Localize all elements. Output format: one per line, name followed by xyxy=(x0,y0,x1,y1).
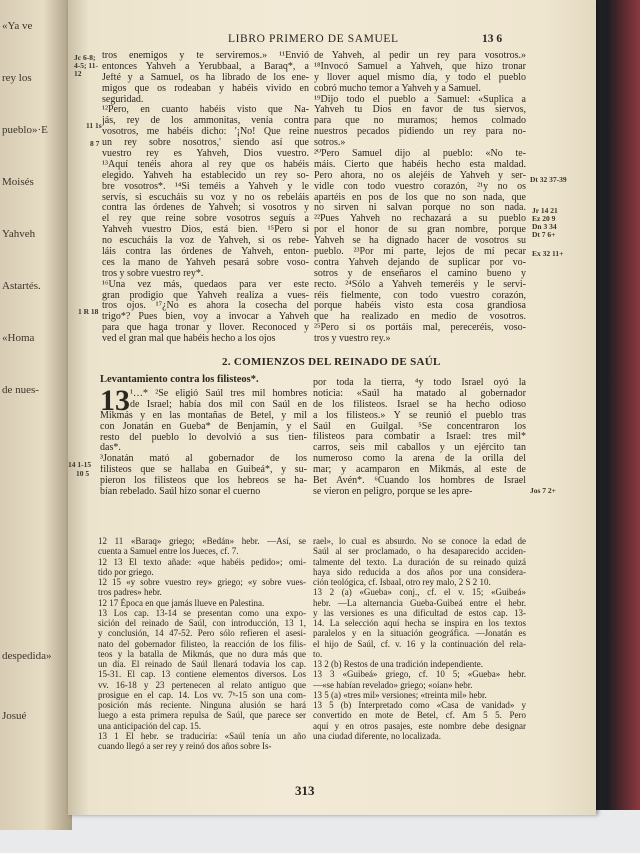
footnotes-right xyxy=(313,536,526,741)
text-line: con Jonatán en Gueba* de Benjamín, y el xyxy=(100,421,307,432)
margin-ref: 10 5 xyxy=(76,469,90,478)
text-line: to. xyxy=(313,648,323,659)
text-line: Yahveh vuestro Dios, está bien. ¹⁵Pero si xyxy=(102,225,309,236)
text-line: sotros.» xyxy=(314,138,346,149)
text-line: una anticipación del cap. 15. xyxy=(98,720,201,731)
text-line: 12 17 Época en que jamás llueve en Palestina. xyxy=(98,597,265,608)
text-line: vuestro rey es Yahveh, Dios vuestro. xyxy=(102,149,309,160)
text-line: ²⁵Pero si os portáis mal, pereceréis, voso- xyxy=(314,323,526,334)
text-line: seguridad. xyxy=(102,94,144,105)
text-line: y llover aquel mismo día, y todo el pueblo xyxy=(314,72,526,83)
left-page-fragment: Josué xyxy=(2,710,27,722)
text-line: haya sido reducida a dos años por una considera- xyxy=(313,566,526,577)
text-line: filisteos que se hallaba en Guibeá*, y su- xyxy=(100,465,307,476)
text-line: Jefté y a Samuel, os ha librado de los ene- xyxy=(102,72,309,83)
text-line: el hijo de Saúl, cf. v. 16 y la continuación del rela- xyxy=(313,638,526,649)
text-line: noticia: «Saúl ha matado al gobernador xyxy=(313,388,526,399)
text-line: elegido. Yahveh ha establecido un rey so- xyxy=(102,170,309,181)
text-line: —«se habían revelado» griego; «oían» hebr. xyxy=(313,679,473,690)
text-line: 12 15 «y sobre vuestro rey» griego; «y sobre vues- xyxy=(98,577,306,587)
text-line: ²⁰Pero Samuel dijo al pueblo: «No te- xyxy=(314,149,526,160)
text-line: 13 5 (b) Interpretado como «Casa de vanidad» y xyxy=(313,700,526,710)
text-line: Saúl al ser proclamado, o ha desaparecido acciden- xyxy=(313,546,526,557)
text-line: una ciudad diferente, no localizada. xyxy=(313,730,441,741)
text-line: cobró mucho temor a Yahveh y a Samuel. xyxy=(314,83,481,94)
text-line: 12 11 «Baraq» griego; «Bedán» hebr. —Así, se xyxy=(98,536,306,546)
left-page-fragment: pueblo»·E xyxy=(2,124,48,136)
running-head: LIBRO PRIMERO DE SAMUEL xyxy=(228,33,399,45)
text-line: hebr. —La alternancia Gueba-Guibeá entre el hebr. xyxy=(313,597,526,608)
text-line: el rey que reine sobre vosotros seguís a xyxy=(102,214,309,225)
page-number: 313 xyxy=(295,783,315,798)
left-page-fragment: «Ya ve xyxy=(2,20,33,32)
margin-ref: Jc 6-8; 4-5; 11-12 xyxy=(74,53,98,78)
margin-ref: Ex 32 11+ xyxy=(532,249,564,258)
text-line: 14. La selección aquí hecha se inspira en los textos xyxy=(313,618,526,628)
text-line: vosotros, me habéis dicho: '¡No! Que reine xyxy=(102,127,309,138)
text-column-1 xyxy=(102,51,309,345)
left-page-fragment: Moisés xyxy=(2,176,34,188)
text-line: ¹⁸Invocó Samuel a Yahveh, que hizo tronar xyxy=(314,61,526,72)
text-line: jás, rey de los ammonitas, venía contra xyxy=(102,116,309,127)
text-line: Yahveh tu Dios en favor de tus siervos, xyxy=(314,105,526,116)
margin-ref: 14 1-15 xyxy=(68,460,92,469)
text-line: carros, seis mil caballos y un ejército tan xyxy=(313,443,526,454)
text-line: 13 Los cap. 13-14 se presentan como una expo- xyxy=(98,607,306,618)
text-column-3 xyxy=(100,384,307,498)
text-line: de los filisteos. Israel se ha hecho odioso xyxy=(313,399,526,410)
margin-ref: Dn 3 34 xyxy=(532,222,557,231)
text-line: tido por griego. xyxy=(98,566,154,577)
text-line: teos y la batalla de Mikmás, que no dura más que xyxy=(98,648,306,659)
text-line: para que haga tronar y llover. Reconoced y xyxy=(102,323,309,334)
text-line: y las versiones es una dificultad de estos cap. 13- xyxy=(313,607,526,618)
text-line: que ha realizado en medio de vosotros. xyxy=(314,312,526,323)
text-line: mar; y acamparon en Mikmás, al este de xyxy=(313,465,526,476)
text-line: 13 2 (a) «Gueba» conj., cf. el v. 15; «Guibeá» xyxy=(313,587,526,598)
text-line: migos que os rodeaban y habéis vivido en xyxy=(102,83,309,94)
text-line: nuestros pecados pidiendo un rey para no- xyxy=(314,127,526,138)
text-line: aquí y en otros pasajes, este nombre debe designar xyxy=(313,720,526,731)
text-column-2 xyxy=(314,51,526,345)
text-line: entonces Yahveh a Yerubbaal, a Baraq*, a xyxy=(102,61,309,72)
text-line: se vieron en peligro, porque se les apre- xyxy=(313,486,473,497)
text-line: 15-31. El cap. 13 contiene elementos diversos. Los xyxy=(98,669,306,680)
text-line: ved el gran mal que habéis hecho a los ojos xyxy=(102,334,276,345)
text-line: pueblo. ²³Por mi parte, lejos de mí pecar xyxy=(314,247,526,258)
left-page-fragment: «Homa xyxy=(2,332,35,344)
text-line: das*. xyxy=(100,443,121,454)
text-line: recto. ²⁴Sólo a Yahveh temeréis y le servi- xyxy=(314,279,526,290)
chapter-dropcap: 13 xyxy=(100,384,130,417)
text-line: no sirven ni salvan porque no son nada. xyxy=(314,203,526,214)
text-line: máis. Cierto que habéis hecho esta maldad. xyxy=(314,159,526,170)
text-line: de Yahveh, al pedir un rey para vosotros.» xyxy=(314,51,526,61)
text-line: réis fielmente, con todo vuestro corazón, xyxy=(314,290,526,301)
text-line: no escucháis la voz de Yahveh, si os rebe- xyxy=(102,236,309,247)
text-line: tros padres» hebr. xyxy=(98,587,162,598)
text-line: ²²Pues Yahveh no rechazará a su pueblo xyxy=(314,214,526,225)
text-line: un rey sobre nosotros,' siendo así que xyxy=(102,138,309,149)
text-line: Yahveh se ha dignado hacer de vosotros su xyxy=(314,236,526,247)
text-column-4 xyxy=(313,378,526,498)
text-line: Mikmás y en las montañas de Betel, y mil xyxy=(100,410,307,421)
left-page-fragment: despedida» xyxy=(2,650,52,662)
section-title: 2. COMIENZOS DEL REINADO DE SAÚL xyxy=(222,356,441,368)
text-line: de Israel; había dos mil con Saúl en xyxy=(130,399,307,410)
text-line: posición más reciente. Ninguna alusión se hará xyxy=(98,700,306,710)
margin-ref: Jr 14 21 xyxy=(532,206,558,215)
text-line: cuenta a Samuel entre los Jueces, cf. 7. xyxy=(98,546,239,557)
text-line: apartéis en pos de los que no son nada, que xyxy=(314,192,526,203)
text-line: tros y sobre vuestro rey*. xyxy=(102,268,204,279)
text-line: ¹³Aquí tenéis ahora al rey que os habéis xyxy=(102,159,309,170)
text-line: ¹²Pero, en cuanto habéis visto que Na- xyxy=(102,105,309,116)
text-line: tros enemigos y te serviremos.» ¹¹Envió xyxy=(102,51,309,61)
text-line: tros y vuestro rey.» xyxy=(314,334,391,345)
text-line: Pero ahora, no os alejéis de Yahveh y ser- xyxy=(314,170,526,181)
text-line: por el honor de su gran nombre, porque xyxy=(314,225,526,236)
text-line: trigo*? Pues bien, voy a invocar a Yahveh xyxy=(102,312,309,323)
margin-ref: Ez 20 9 xyxy=(532,214,556,223)
text-line: sotros y de enseñaros el camino bueno y xyxy=(314,268,526,279)
text-line: por toda la tierra, ⁴y todo Israel oyó la xyxy=(313,378,526,388)
text-line: ces la mano de Yahveh pesará sobre voso- xyxy=(102,257,309,268)
text-line: contra Yahveh dejando de suplicar por vo- xyxy=(314,257,526,268)
left-page-fragment: Astartés. xyxy=(2,280,41,292)
text-line: paralelos y en la situación geográfica. —Jonatán es xyxy=(313,628,526,639)
text-line: convertido en mote de Betel, cf. Am 5 5. Pero xyxy=(313,710,526,721)
text-line: 13 3 «Guibeá» griego, cf. 10 5; «Gueba» hebr. xyxy=(313,669,526,680)
text-line: un día. El reinado de Saúl llenará todavía los cap. xyxy=(98,659,306,669)
desk-surface xyxy=(0,810,640,853)
text-line: nato del gobernador filisteo, la reacción de los filis- xyxy=(98,638,306,649)
text-line: prosigue en el cap. 14. Los vv. 7ᵇ-15 son una com- xyxy=(98,689,306,700)
text-line: 13 1 El hebr. se traduciría: «Saúl tenía un año xyxy=(98,730,306,741)
text-line: pieron los filisteos que los hebreos se ha- xyxy=(100,476,307,487)
text-line: ³Jonatán mató al gobernador de los xyxy=(100,454,307,465)
text-line: ¹⁹Dijo todo el pueblo a Samuel: «Suplica a xyxy=(314,94,526,105)
margin-ref: 1 R 18 xyxy=(78,307,99,316)
text-line: contra las órdenes de Yahveh; si vosotros y xyxy=(102,203,309,214)
text-line: luego a esta primera repulsa de Saúl, que parece ser xyxy=(98,710,306,721)
text-line: numeroso como la arena de la orilla del xyxy=(313,454,526,465)
footnotes-left xyxy=(98,536,306,751)
text-line: servís, si escucháis su voz y no os rebeláis xyxy=(102,192,309,203)
text-line: tros ojos. ¹⁷¿No es ahora la cosecha del xyxy=(102,301,309,312)
text-line: bían rebelado. Saúl hizo sonar el cuerno xyxy=(100,487,261,498)
text-line: Saúl en Guilgal. ⁵Se concentraron los xyxy=(313,421,526,432)
text-line: resto del pueblo lo devolvió a sus tien- xyxy=(100,432,307,443)
text-line: vv. 16-18 y 23 pertenecen al relato antiguo que xyxy=(98,679,306,690)
text-line: 12 13 El texto añade: «que habéis pedido»; omi- xyxy=(98,556,306,567)
text-line: vidle con todo vuestro corazón, ²¹y no os xyxy=(314,181,526,192)
margin-ref: Dt 32 37-39 xyxy=(530,175,567,184)
text-line: 13 5 (a) «tres mil» versiones; «treinta mil» hebr. xyxy=(313,689,487,700)
text-line: a los filisteos.» Y se reunió el pueblo tras xyxy=(313,410,526,421)
chapter-ref: 13 6 xyxy=(482,33,503,45)
text-line: cuando llegó a ser rey y reinó dos años sobre Is- xyxy=(98,741,272,751)
left-page-fragment: de nues- xyxy=(2,384,39,396)
text-line: rael», lo cual es absurdo. No se conoce la edad de xyxy=(313,536,526,546)
margin-ref: Jos 7 2+ xyxy=(530,486,556,495)
left-page-fragment: rey los xyxy=(2,72,32,84)
text-line: 13 2 (b) Restos de una tradición independiente. xyxy=(313,659,483,669)
text-line: ¹⁶Una vez más, quedaos para ver este xyxy=(102,279,309,290)
text-line: y conclusión, 14 47-52. Pero sólo refieren el asesi- xyxy=(98,628,306,639)
text-line: sición del reinado de Saúl, con introducción, 13 1, xyxy=(98,618,306,628)
text-line: talmente del texto. La duración de su reinado quizá xyxy=(313,556,526,567)
subheading: Levantamiento contra los filisteos*. xyxy=(100,374,259,385)
text-line: gran prodigio que Yahveh realiza a vues- xyxy=(102,290,309,301)
text-line: ¹…* ²Se eligió Saúl tres mil hombres xyxy=(130,389,307,399)
text-line: para que no muramos; hemos colmado xyxy=(314,116,526,127)
left-page xyxy=(0,0,72,830)
margin-ref: 11 1s xyxy=(86,121,102,130)
text-line: Bet Avén*. ⁶Cuando los hombres de Israel xyxy=(313,476,526,487)
margin-ref: 8 7 xyxy=(90,139,100,148)
left-page-fragment: Yahveh xyxy=(2,228,36,240)
margin-ref: Dt 7 6+ xyxy=(532,230,556,239)
text-line: láis contra las órdenes de Yahveh, enton- xyxy=(102,247,309,258)
text-line: ción teológica, cf. Isbaal, otro rey malo, 2 S 2 10. xyxy=(313,577,491,587)
text-line: filisteos para combatir a Israel: tres mil* xyxy=(313,432,526,443)
text-line: porque habéis visto esta cosa grandiosa xyxy=(314,301,526,312)
text-line: bre vosotros*. ¹⁴Si teméis a Yahveh y le xyxy=(102,181,309,192)
